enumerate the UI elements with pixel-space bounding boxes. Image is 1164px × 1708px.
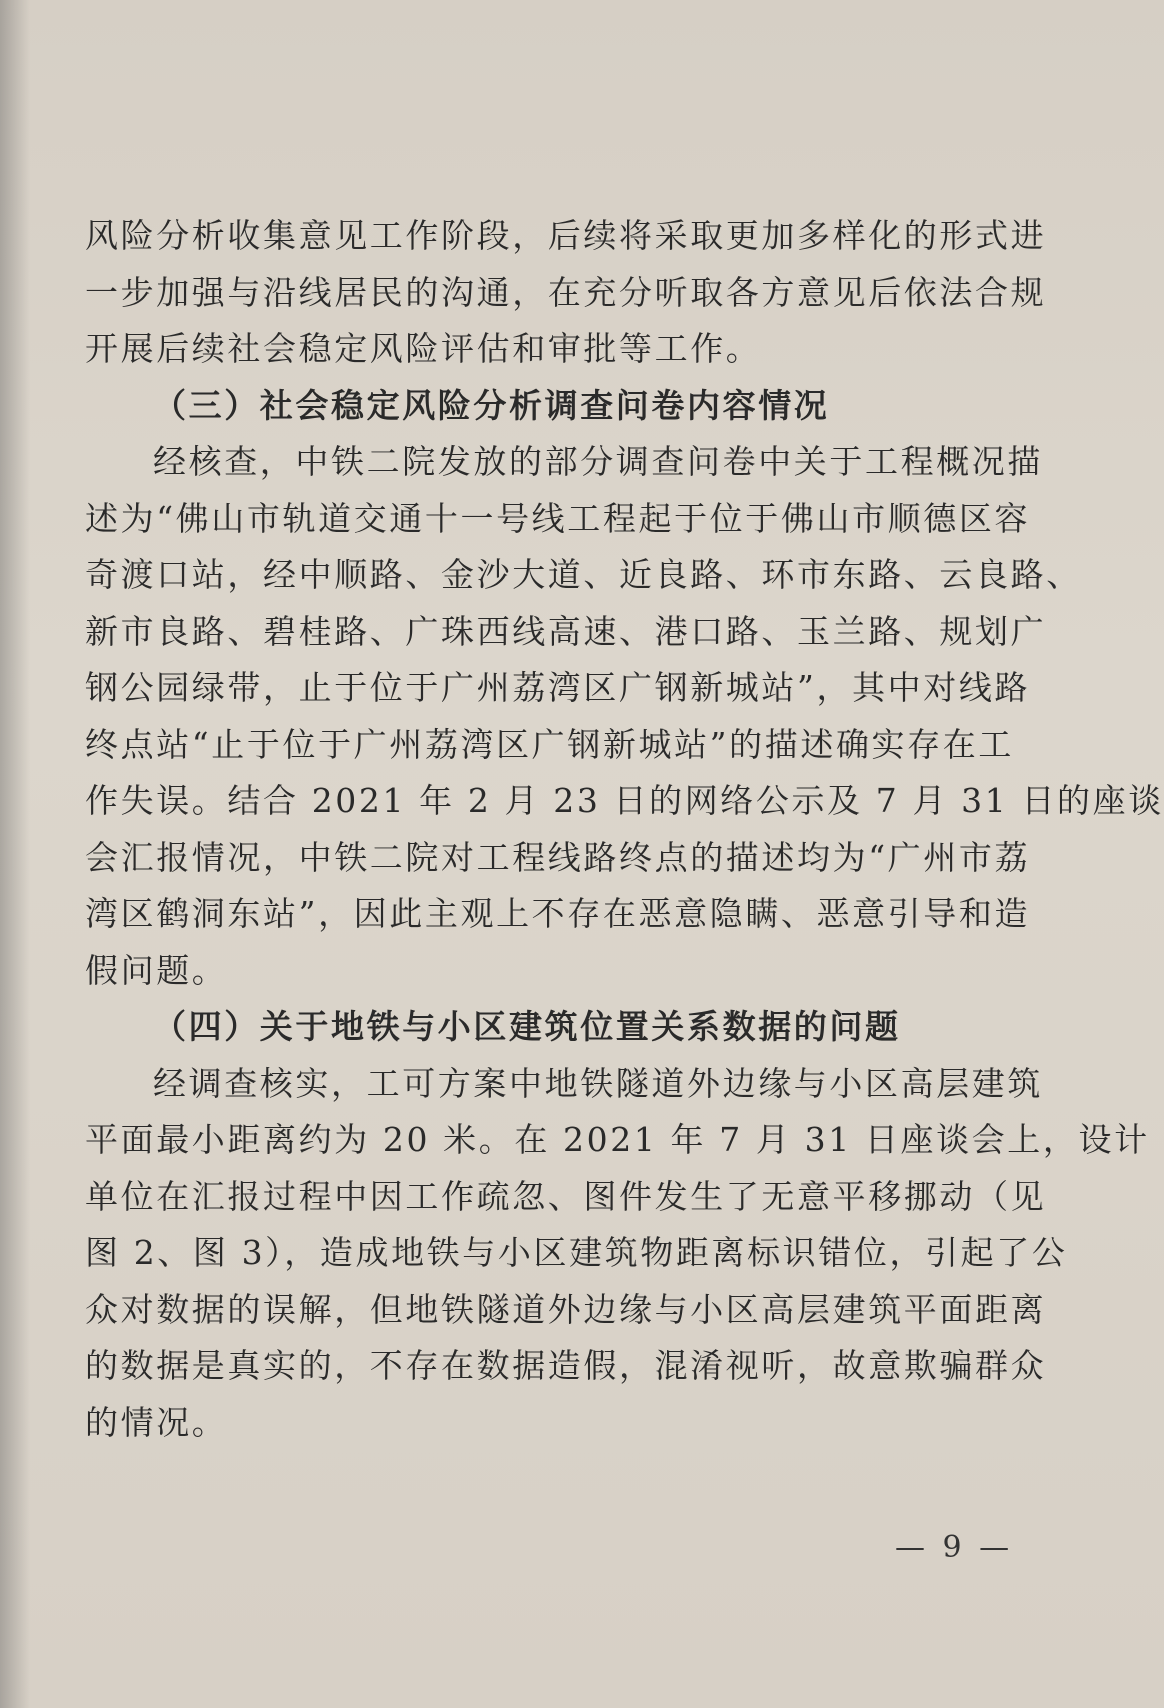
document-body [85, 208, 1164, 1451]
text-line: 奇渡口站，经中顺路、金沙大道、近良路、环市东路、云良路、 [85, 555, 1082, 594]
text-line: 钢公园绿带，止于位于广州荔湾区广钢新城站”，其中对线路 [85, 668, 1031, 707]
text-line: 经调查核实，工可方案中地铁隧道外边缘与小区高层建筑 [153, 1063, 1043, 1103]
text-line: 终点站“止于位于广州荔湾区广钢新城站”的描述确实存在工 [85, 724, 1014, 764]
text-line: 的情况。 [85, 1402, 228, 1442]
text-line: 经核查，中铁二院发放的部分调查问卷中关于工程概况描 [153, 442, 1043, 481]
text-line: 会汇报情况，中铁二院对工程线路终点的描述均为“广州市荔 [85, 837, 1031, 877]
page-number: — 9 — [895, 1530, 1014, 1565]
text-line: 新市良路、碧桂路、广珠西线高速、港口路、玉兰路、规划广 [85, 611, 1047, 651]
text-line: 作失误。结合 2021 年 2 月 23 日的网络公示及 7 月 31 日的座谈 [85, 781, 1164, 820]
paragraph-section-3 [85, 434, 1164, 999]
heading-text: （三）社会稳定风险分析调查问卷内容情况 [153, 385, 830, 425]
text-line: 众对数据的误解，但地铁隧道外边缘与小区高层建筑平面距离 [85, 1289, 1047, 1329]
heading-text: （四）关于地铁与小区建筑位置关系数据的问题 [153, 1007, 901, 1046]
text-line: 假问题。 [85, 950, 228, 990]
text-line: 湾区鹤洞东站”，因此主观上不存在恶意隐瞒、恶意引导和造 [85, 894, 1031, 933]
text-line: 平面最小距离约为 20 米。在 2021 年 7 月 31 日座谈会上，设计 [85, 1120, 1150, 1159]
text-line: 风险分析收集意见工作阶段，后续将采取更加多样化的形式进 [85, 216, 1047, 255]
section-heading-4 [85, 999, 985, 1056]
page-edge-shadow [0, 0, 30, 1708]
text-line: 述为“佛山市轨道交通十一号线工程起于位于佛山市顺德区容 [85, 498, 1031, 538]
text-line: 一步加强与沿线居民的沟通，在充分听取各方意见后依法合规 [85, 272, 1047, 312]
paragraph-section-4 [85, 1056, 1150, 1452]
section-heading-3 [85, 378, 985, 435]
paragraph-continuation [85, 208, 1047, 378]
text-line: 单位在汇报过程中因工作疏忽、图件发生了无意平移挪动（见 [85, 1176, 1047, 1216]
text-line: 的数据是真实的，不存在数据造假，混淆视听，故意欺骗群众 [85, 1346, 1047, 1385]
text-line: 图 2、图 3），造成地铁与小区建筑物距离标识错位，引起了公 [85, 1233, 1068, 1272]
text-line: 开展后续社会稳定风险评估和审批等工作。 [85, 329, 762, 368]
